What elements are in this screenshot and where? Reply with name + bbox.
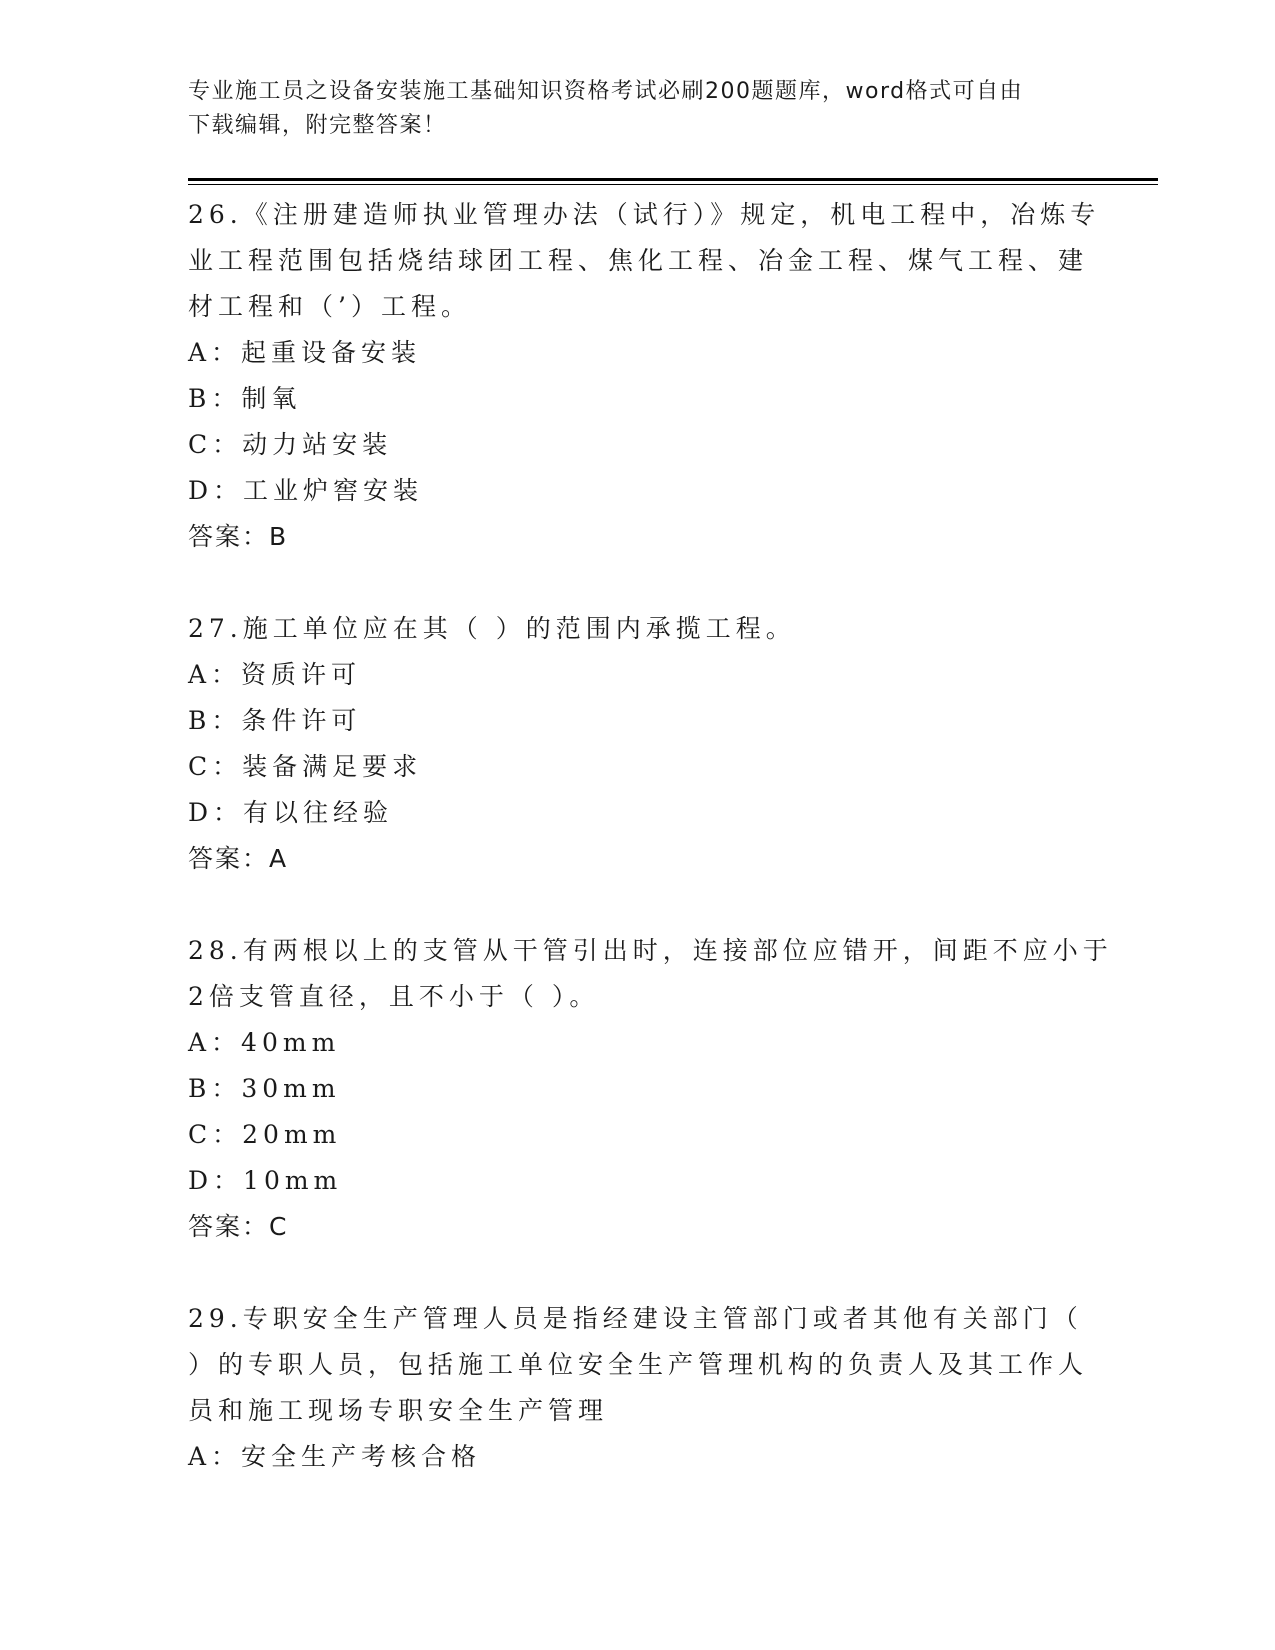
answer-label: 答案：C [188, 1212, 289, 1241]
question-28 [188, 928, 1113, 1250]
option-a: A：起重设备安装 [188, 338, 422, 367]
option-a: A：40mm [188, 1028, 341, 1057]
question-spacer [188, 882, 1108, 928]
header-divider-thin [188, 184, 1158, 185]
answer-label: 答案：B [188, 522, 289, 551]
question-spacer [188, 560, 1108, 606]
option-b: B：制氧 [188, 384, 302, 413]
question-text-line: 28.有两根以上的支管从干管引出时，连接部位应错开，间距不应小于 [188, 936, 1113, 965]
question-text-line: 27.施工单位应在其（ ）的范围内承揽工程。 [188, 614, 796, 643]
question-text-line: 2倍支管直径，且不小于（ ）。 [188, 982, 600, 1011]
option-d: D：工业炉窖安装 [188, 476, 424, 505]
header-divider-thick [188, 178, 1158, 181]
option-a: A：资质许可 [188, 660, 362, 689]
question-text-line: ）的专职人员，包括施工单位安全生产管理机构的负责人及其工作人 [188, 1350, 1089, 1379]
question-26 [188, 192, 1108, 560]
option-c: C：20mm [188, 1120, 342, 1149]
question-27 [188, 606, 1108, 882]
option-c: C：动力站安装 [188, 430, 393, 459]
option-a: A：安全生产考核合格 [188, 1442, 482, 1471]
option-b: B：30mm [188, 1074, 341, 1103]
question-text-line: 材工程和（’）工程。 [188, 292, 471, 321]
option-d: D：10mm [188, 1166, 343, 1195]
header-line-2: 下载编辑，附完整答案！ [188, 113, 447, 138]
option-b: B：条件许可 [188, 706, 362, 735]
document-header [188, 75, 1088, 143]
question-29 [188, 1296, 1108, 1480]
question-text-line: 26.《注册建造师执业管理办法（试行）》规定，机电工程中，冶炼专 [188, 200, 1101, 229]
header-line-1: 专业施工员之设备安装施工基础知识资格考试必刷200题题库，word格式可自由 [188, 79, 1024, 104]
question-text-line: 29.专职安全生产管理人员是指经建设主管部门或者其他有关部门（ [188, 1304, 1083, 1333]
question-text-line: 员和施工现场专职安全生产管理 [188, 1396, 609, 1425]
option-c: C：装备满足要求 [188, 752, 423, 781]
option-d: D：有以往经验 [188, 798, 394, 827]
question-list [188, 192, 1113, 1480]
question-spacer [188, 1250, 1108, 1296]
answer-label: 答案：A [188, 844, 289, 873]
question-text-line: 业工程范围包括烧结球团工程、焦化工程、冶金工程、煤气工程、建 [188, 246, 1089, 275]
